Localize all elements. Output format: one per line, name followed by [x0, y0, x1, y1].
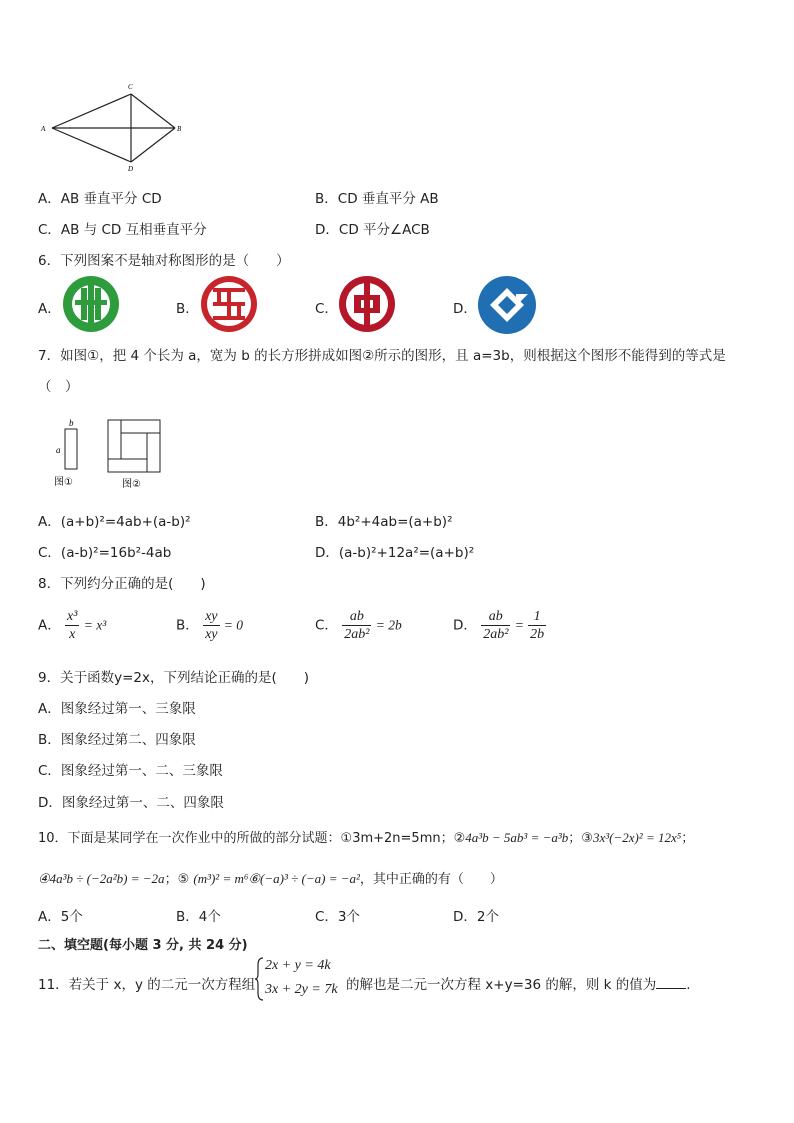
q9-stem: 9．关于函数y=2x，下列结论正确的是( ) — [38, 670, 310, 686]
section-title: 二、填空题(每小题 3 分, 共 24 分) — [38, 938, 248, 953]
q10-option-c: C．3个 — [315, 909, 361, 925]
q10-option-d: D．2个 — [453, 909, 499, 925]
q8-a-fraction: $\frac{\text{x³}}{x}$ — [67, 609, 78, 642]
q10-eq2: 4a³b − 5ab³ = −a³b — [465, 830, 569, 845]
q9-option-d: D．图象经过第一、二、四象限 — [38, 795, 224, 811]
q10-line2 — [38, 868, 503, 887]
q10-sep1: ；③ — [568, 831, 593, 846]
q5-option-b: B．CD 垂直平分 AB — [315, 191, 439, 207]
q8-a-rhs: = x³ — [83, 617, 107, 633]
bank-logo-b-icon — [199, 274, 259, 334]
q10-eq4: ④4a³b ÷ (−2a²b) = −2a — [38, 871, 165, 886]
bank-logo-c-icon — [337, 274, 397, 334]
q5-option-a: A．AB 垂直平分 CD — [38, 191, 162, 207]
q6-stem: 6．下列图案不是轴对称图形的是（ ） — [38, 253, 290, 269]
q9-option-c: C．图象经过第一、二、三象限 — [38, 763, 223, 779]
bank-logo-d-icon — [476, 274, 538, 336]
q11-post-text: 的解也是二元一次方程 x+y=36 的解，则 k 的值为 — [346, 977, 657, 993]
q10-sep2: ；⑤ — [164, 872, 190, 887]
q11-eq1: 2x + y = 4k — [265, 958, 331, 973]
q8-c-rhs: = 2b — [375, 617, 402, 633]
q11-eq2: 3x + 2y = 7k — [265, 982, 338, 997]
q8-option-a — [38, 608, 106, 643]
kite-figure — [38, 80, 188, 172]
q8-option-c — [315, 608, 402, 643]
bank-logo-a-icon — [61, 274, 121, 334]
q7-label-b: b — [69, 418, 74, 428]
q8-d-rhs-fraction: $\frac{1}{2b}$ — [530, 609, 545, 642]
kite-label-a: A — [41, 125, 46, 133]
q8-c-fraction: $\frac{ab}{\text{2ab²}}$ — [344, 609, 370, 642]
q10-end2: ，其中正确的有（ ） — [359, 872, 503, 887]
q7-stem: 7．如图①，把 4 个长为 a，宽为 b 的长方形拼成如图②所示的图形，且 a=3b，则根据这个图形不能得到的等式是 — [38, 348, 726, 364]
q5-option-d: D．CD 平分∠ACB — [315, 222, 430, 238]
q8-d-fraction: $\frac{ab}{\text{2ab²}}$ — [483, 609, 509, 642]
q10-eq5: (m³)² = m⁶ — [193, 871, 249, 886]
q10-line1 — [38, 827, 694, 846]
q8-option-d — [453, 608, 546, 643]
q8-option-b-label: B． — [176, 617, 199, 634]
q8-option-b — [176, 608, 243, 643]
q11-end: . — [686, 977, 691, 993]
q10-eq6: ⑥(−a)³ ÷ (−a) = −a² — [248, 871, 360, 886]
q10-eq3: 3x³(−2x)² = 12x⁵ — [592, 830, 682, 845]
kite-label-c: C — [128, 83, 133, 91]
q10-option-b: B．4个 — [176, 909, 221, 925]
q6-option-d-label: D． — [453, 301, 477, 317]
q8-d-eq: = — [514, 617, 524, 633]
q8-option-a-label: A． — [38, 617, 61, 634]
q8-stem: 8．下列约分正确的是( ) — [38, 576, 206, 592]
brace-icon — [254, 957, 264, 1001]
q8-b-rhs: = 0 — [223, 617, 244, 633]
q7-figures — [50, 415, 180, 493]
answer-blank[interactable] — [656, 988, 686, 989]
q6-option-c-label: C． — [315, 301, 338, 317]
q8-option-c-label: C． — [315, 617, 338, 634]
q7-option-d: D．(a-b)²+12a²=(a+b)² — [315, 545, 475, 561]
q9-option-a: A．图象经过第一、三象限 — [38, 701, 196, 717]
q10-option-a: A．5个 — [38, 909, 83, 925]
q10-end1: ； — [681, 831, 695, 846]
q6-option-a-label: A． — [38, 301, 61, 317]
kite-label-d: D — [128, 165, 134, 172]
q10-stem: 10．下面是某同学在一次作业中的所做的部分试题：①3m+2n=5mn；② — [38, 831, 466, 846]
q8-b-fraction: $\frac{xy}{xy}$ — [205, 609, 218, 642]
q7-fig2-caption: 图② — [122, 479, 141, 490]
q7-paren: （ ） — [38, 379, 79, 395]
q6-option-b-label: B． — [176, 301, 199, 317]
q7-fig1-caption: 图① — [54, 477, 73, 488]
q9-option-b: B．图象经过第二、四象限 — [38, 732, 196, 748]
kite-label-b: B — [177, 125, 182, 133]
q7-option-a: A．(a+b)²=4ab+(a-b)² — [38, 514, 191, 530]
q7-option-b: B．4b²+4ab=(a+b)² — [315, 514, 453, 530]
q11-post — [346, 973, 691, 993]
q7-label-a: a — [56, 445, 61, 455]
q11-pre: 11．若关于 x，y 的二元一次方程组 — [38, 977, 256, 993]
q7-option-c: C．(a-b)²=16b²-4ab — [38, 545, 172, 561]
q8-option-d-label: D． — [453, 617, 477, 634]
q5-option-c: C．AB 与 CD 互相垂直平分 — [38, 222, 207, 238]
